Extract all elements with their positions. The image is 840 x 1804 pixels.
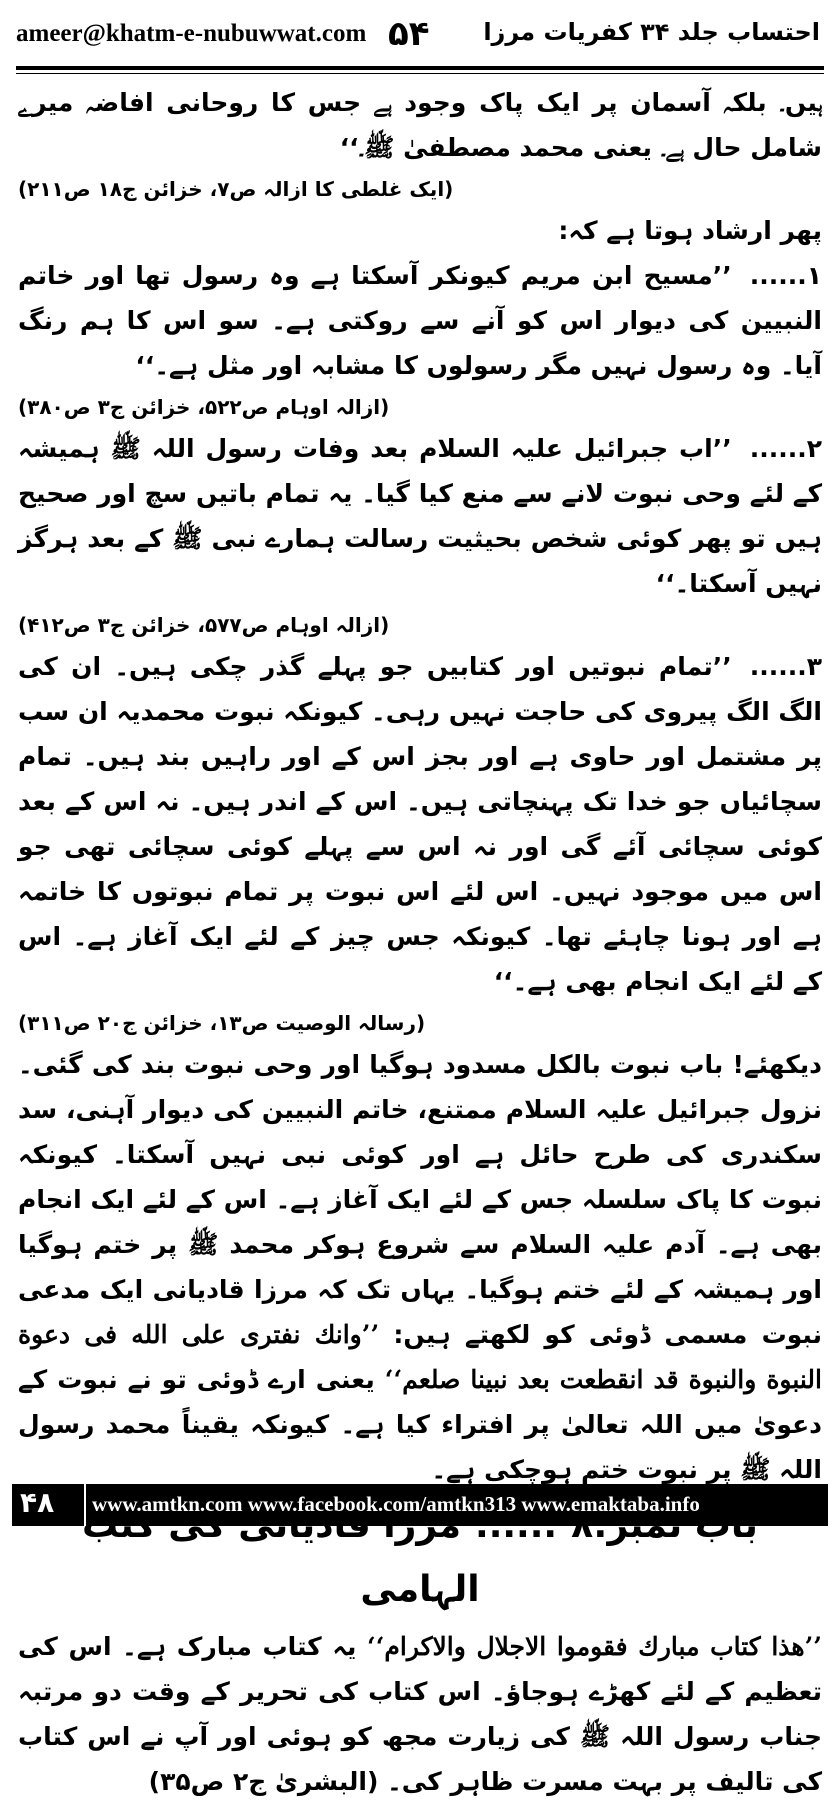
header-rule-thin — [16, 73, 824, 74]
header-page-number: ۵۴ — [388, 14, 430, 54]
item-2-reference: (ازالہ اوہام ص۵۷۷، خزائن ج۳ ص۴۱۲) — [18, 613, 390, 637]
page-header — [16, 12, 824, 62]
quote-item-1 — [18, 253, 822, 388]
item-3-number: ۳...... — [749, 652, 822, 681]
chapter-text: یہ کتاب مبارک ہے۔ اس کی تعظیم کے لئے کھڑے ہوجاؤ۔ اس کتاب کی تحریر کے وقت دو مرتبہ جناب رسول اللہ ﷺ کی زیارت مجھ کو ہوئی اور آپ نے اس کتاب کی تالیف پر بہت مسرت ظاہر کی۔ — [18, 1632, 822, 1796]
chapter-reference: (البشریٰ ج۲ ص۳۵) — [148, 1767, 379, 1796]
item-1-reference: (ازالہ اوہام ص۵۲۲، خزائن ج۳ ص۳۸۰) — [18, 395, 390, 419]
item-2-number: ۲...... — [749, 434, 822, 463]
commentary-paragraph — [18, 1042, 822, 1492]
chapter-title: الہامی — [360, 1569, 480, 1610]
lead-line: پھر ارشاد ہوتا ہے کہ: — [558, 216, 822, 245]
intro-paragraph: ہیں۔ بلکہ آسمان پر ایک پاک وجود ہے جس کا روحانی افاضہ میرے شامل حال ہے۔ یعنی محمد مصطفیٰ ﷺ۔‘‘ — [18, 88, 822, 162]
page-footer — [12, 1484, 828, 1526]
quote-item-3 — [18, 644, 822, 1004]
footer-urls: www.amtkn.com www.facebook.com/amtkn313 www.emaktaba.info — [92, 1492, 700, 1516]
quote-item-2 — [18, 426, 822, 606]
header-running-title: احتساب جلد ۳۴ ‌کفریات مرزا — [483, 18, 820, 46]
item-1-text: ’’مسیح ابن مریم کیونکر آسکتا ہے وہ رسول تھا اور خاتم النبیین کی دیوار اس کو آنے سے روکتی ہے۔ سو اس کا ہم رنگ آیا۔ وہ رسول نہیں مگر رسولوں کا مشابہ اور مثل ہے۔‘‘ — [18, 261, 822, 380]
item-1-number: ۱...... — [749, 261, 822, 290]
chapter-paragraph — [18, 1624, 822, 1804]
item-3-reference: (رسالہ الوصیت ص۱۳، خزائن ج۲۰ ص۳۱۱) — [18, 1011, 426, 1035]
arabic-translation: یعنی ارے ڈوئی تو نے نبوت کے دعویٰ میں اللہ تعالیٰ پر افتراء کیا ہے۔ کیونکہ یقیناً محمد رسول اللہ ﷺ پر نبوت ختم ہوچکی ہے۔ — [18, 1365, 822, 1484]
header-email: ameer@khatm-e-nubuwwat.com — [16, 20, 367, 47]
commentary-text: دیکھئے! باب نبوت بالکل مسدود ہوگیا اور وحی نبوت بند کی گئی۔ نزول جبرائیل علیہ السلام ممتنع، خاتم النبیین کی دیوار آہنی، سد سکندری کی طرح حائل ہے اور کوئی نبی نہیں آسکتا۔ کیونکہ نبوت کا پاک سلسلہ جس کے لئے ایک آغاز ہے۔ اس کے لئے ایک انجام بھی ہے۔ آدم علیہ السلام سے شروع ہوکر محمد ﷺ پر ختم ہوگیا اور ہمیشہ کے لئے ختم ہوگیا۔ یہاں تک کہ مرزا قادیانی ایک مدعی نبوت مسمی ڈوئی کو لکھتے ہیں: — [18, 1050, 822, 1349]
footer-page-number: ۴۸ — [20, 1486, 55, 1519]
chapter-arabic-quote: ’’هذا كتاب مبارك فقوموا الاجلال والاكرام‘‘ — [367, 1632, 822, 1661]
intro-reference: (ایک غلطی کا ازالہ ص۷، خزائن ج۱۸ ص۲۱۱) — [18, 177, 454, 201]
arabic-quote: ’’وانك نفترى على الله فى دعوة النبوة والنبوة قد انقطعت بعد نبينا صلعم‘‘ — [18, 1320, 822, 1394]
item-3-text: ’’تمام نبوتیں اور کتابیں جو پہلے گذر چکی ہیں۔ ان کی الگ الگ پیروی کی حاجت نہیں رہی۔ کیونکہ نبوت محمدیہ ان سب پر مشتمل اور حاوی ہے اور بجز اس کے اور راہیں بند ہیں۔ تمام سچائیاں جو خدا تک پہنچاتی ہیں۔ اس کے اندر ہیں۔ نہ اس کے بعد کوئی سچائی آئے گی اور نہ اس سے پہلے کوئی سچائی تھی جو اس میں موجود نہیں۔ اس لئے اس نبوت پر تمام نبوتوں کا خاتمہ ہے اور ہونا چاہئے تھا۔ کیونکہ جس چیز کے لئے ایک آغاز ہے۔ اس کے لئے ایک انجام بھی ہے۔‘‘ — [18, 652, 822, 996]
header-rule-thick — [16, 66, 824, 70]
footer-separator — [84, 1484, 86, 1526]
item-2-text: ’’اب جبرائیل علیہ السلام بعد وفات رسول اللہ ﷺ ہمیشہ کے لئے وحی نبوت لانے سے منع کیا گیا۔ یہ تمام باتیں سچ اور صحیح ہیں تو پھر کوئی شخص بحیثیت رسالت ہمارے نبی ﷺ کے بعد ہرگز نہیں آسکتا۔‘‘ — [18, 434, 822, 598]
